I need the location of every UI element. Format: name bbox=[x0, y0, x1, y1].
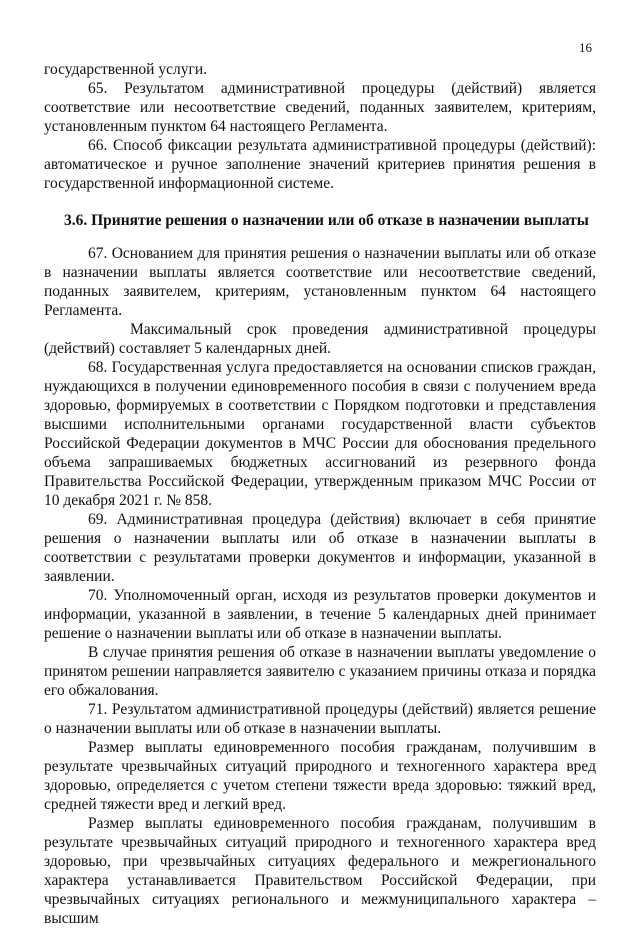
paragraph-66: 66. Способ фиксации результата административной процедуры (действий): автоматическое и ручное заполнение значений критериев принятия решения в государственной информационной системе. bbox=[44, 137, 596, 192]
paragraph-max-term: Максимальный срок проведения административной процедуры (действий) составляет 5 календарных дней. bbox=[44, 321, 596, 357]
paragraph-68: 68. Государственная услуга предоставляется на основании списков граждан, нуждающихся в получении единовременного пособия в связи с получением вреда здоровью, формируемых в соответствии с Порядком подготовки и представления высшими исполнительными органами государственной власти субъектов Российской Федерации документов в МЧС России для обоснования предельного объема запрашиваемых бюджетных ассигнований из резервного фонда Правительства Российской Федерации, утвержденным приказом МЧС России от 10 декабря 2021 г. № 858. bbox=[44, 359, 596, 509]
paragraph-benefit-size: Размер выплаты единовременного пособия гражданам, получившим в результате чрезвычайных ситуаций природного и техногенного характера вред здоровью, определяется с учетом степени тяжести вреда здоровью: тяжкий вред, средней тяжести вред и легкий вред. bbox=[44, 739, 596, 813]
paragraph-71: 71. Результатом административной процедуры (действий) является решение о назначении выплаты или об отказе в назначении выплаты. bbox=[44, 701, 596, 737]
document-body bbox=[44, 60, 596, 928]
paragraph-refusal-notice: В случае принятия решения об отказе в назначении выплаты уведомление о принятом решении направляется заявителю с указанием причины отказа и порядка его обжалования. bbox=[44, 644, 596, 699]
paragraph-67: 67. Основанием для принятия решения о назначении выплаты или об отказе в назначении выплаты является соответствие или несоответствие сведений, поданных заявителем, критериям, установленным пунктом 64 настоящего Регламента. bbox=[44, 245, 596, 319]
paragraph-65: 65. Результатом административной процедуры (действий) является соответствие или несоответствие сведений, поданных заявителем, критериям, установленным пунктом 64 настоящего Регламента. bbox=[44, 80, 596, 135]
section-heading: 3.6. Принятие решения о назначении или об отказе в назначении выплаты bbox=[64, 212, 589, 229]
paragraph-69: 69. Административная процедура (действия) включает в себя принятие решения о назначении выплаты или об отказе в назначении выплаты в соответствии с результатами проверки документов и информации, указанной в заявлении. bbox=[44, 511, 596, 585]
page-number: 16 bbox=[579, 40, 592, 55]
paragraph-benefit-size-federal: Размер выплаты единовременного пособия гражданам, получившим в результате чрезвычайных ситуаций природного и техногенного характера вред здоровью, при чрезвычайных ситуациях федерального и межрегионального характера устанавливается Правительством Российской Федерации, при чрезвычайных ситуациях регионального и межмуниципального характера – высшим bbox=[44, 815, 596, 927]
paragraph-continuation: государственной услуги. bbox=[44, 61, 207, 78]
paragraph-70: 70. Уполномоченный орган, исходя из результатов проверки документов и информации, указанной в заявлении, в течение 5 календарных дней принимает решение о назначении выплаты или об отказе в назначении выплаты. bbox=[44, 587, 596, 642]
